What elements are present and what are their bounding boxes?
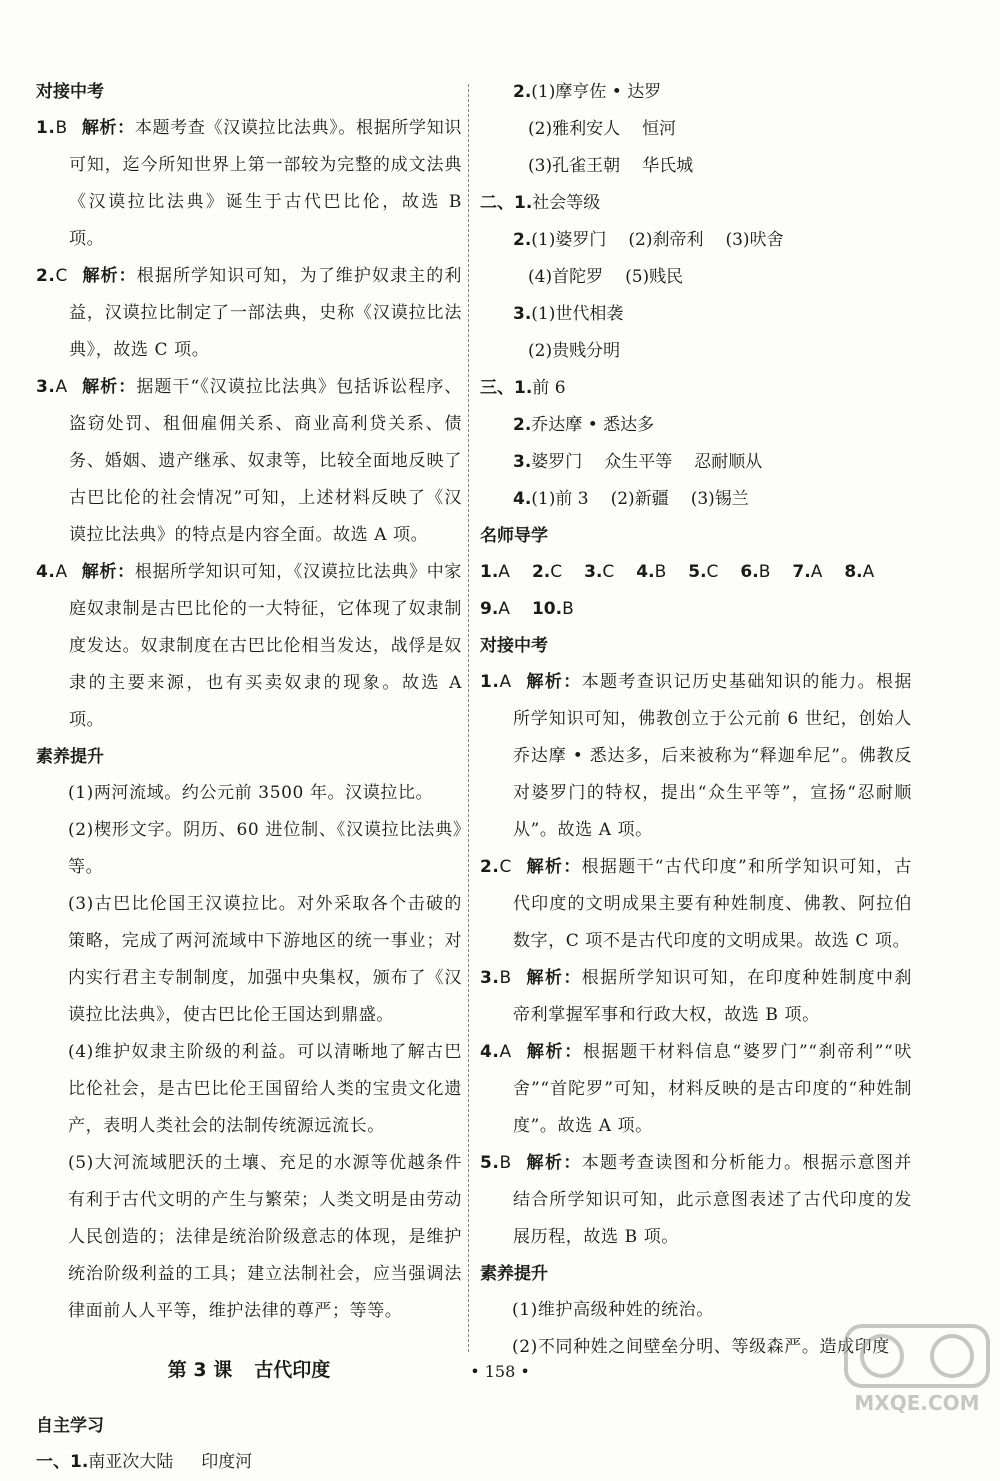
- answer-item: 1.A 解析：本题考查识记历史基础知识的能力。根据所学知识可知，佛教创立于公元前 6 世纪，创始人乔达摩 • 悉达多，后来被称为“释迦牟尼”。佛教反对婆罗门的特权，提出“众生平等”，宣扬“忍耐顺从”。故选 A 项。: [480, 672, 912, 840]
- answer-item: 5.B 解析：本题考查读图和分析能力。根据示意图并结合所学知识可知，此示意图表述了古代印度的发展历程，故选 B 项。: [480, 1153, 912, 1247]
- choice-answer-row: [480, 591, 912, 628]
- literacy-item: (2)楔形文字。阴历、60 进位制、《汉谟拉比法典》等。: [68, 820, 462, 877]
- column-divider: [468, 84, 469, 1352]
- answer-row: (3)孔雀王朝 华氏城: [528, 156, 694, 176]
- question-number: 7.: [792, 562, 811, 582]
- section-heading: 对接中考: [480, 636, 548, 656]
- question-number: 4.: [636, 562, 655, 582]
- literacy-item: (1)维护高级种姓的统治。: [512, 1300, 714, 1320]
- answer-row: 三、1.前 6: [480, 378, 566, 398]
- answer-item: 1.B 解析：本题考查《汉谟拉比法典》。根据所学知识可知，迄今所知世界上第一部较为完整的成文法典《汉谟拉比法典》诞生于古代巴比伦，故选 B 项。: [36, 118, 462, 249]
- watermark-logo: [842, 1322, 992, 1417]
- section-heading: 对接中考: [36, 82, 104, 102]
- section-heading: 素养提升: [36, 747, 104, 767]
- page-number: • 158 •: [470, 1362, 530, 1381]
- choice-answer: [480, 554, 510, 591]
- answer-item: 4.A 解析：根据题干材料信息“婆罗门”“刹帝利”“吠舍”“首陀罗”可知，材料反映的是古印度的“种姓制度”。故选 A 项。: [480, 1042, 912, 1136]
- choice-answer: [740, 554, 770, 591]
- answer-row: 3.婆罗门 众生平等 忍耐顺从: [513, 452, 763, 472]
- answer-row: 3.(1)世代相袭: [513, 304, 624, 324]
- section-heading: 素养提升: [480, 1264, 548, 1284]
- choice-answer: [584, 554, 614, 591]
- choice-answer-row: [480, 554, 912, 591]
- question-number: 10.: [531, 599, 563, 619]
- lesson-title: 第 3 课 古代印度: [167, 1359, 331, 1381]
- section-heading: 自主学习: [36, 1416, 104, 1436]
- answer-row: 4.(1)前 3 (2)新疆 (3)锡兰: [513, 489, 749, 509]
- choice-answer: [480, 591, 510, 628]
- answer-letter: B: [758, 562, 771, 582]
- answer-item: 3.A 解析：据题干“《汉谟拉比法典》包括诉讼程序、盗窃处罚、租佃雇佣关系、商业高利贷关系、债务、婚姻、遗产继承、奴隶等，比较全面地反映了古巴比伦的社会情况”可知，上述材料反映了《汉谟拉比法典》的特点是内容全面。故选 A 项。: [36, 377, 462, 545]
- answer-item: 4.A 解析：根据所学知识可知，《汉谟拉比法典》中家庭奴隶制是古巴比伦的一大特征，它体现了奴隶制度发达。奴隶制度在古巴比伦相当发达，战俘是奴隶的主要来源，也有买卖奴隶的现象。故选 A 项。: [36, 562, 462, 730]
- answer-letter: A: [862, 562, 875, 582]
- answer-letter: C: [706, 562, 719, 582]
- answer-row: (4)首陀罗 (5)贱民: [528, 267, 684, 287]
- question-number: 2.: [531, 562, 551, 582]
- literacy-item: (1)两河流域。约公元前 3500 年。汉谟拉比。: [68, 783, 434, 803]
- left-column: [36, 74, 462, 1481]
- answer-row: 2.(1)婆罗门 (2)刹帝利 (3)吠舍: [513, 230, 784, 250]
- right-column: [480, 74, 912, 1366]
- watermark-text: MXQE.COM: [854, 1391, 980, 1415]
- answer-row: 2.(1)摩亨佐 • 达罗: [513, 82, 662, 102]
- answer-letter: C: [602, 562, 615, 582]
- answer-row: 一、1.南亚次大陆 印度河: [36, 1452, 253, 1472]
- choice-answer: [688, 554, 718, 591]
- literacy-item: (5)大河流域肥沃的土壤、充足的水源等优越条件有利于古代文明的产生与繁荣；人类文明是由劳动人民创造的；法律是统治阶级意志的体现，是维护统治阶级利益的工具；建立法制社会，应当强调法律面前人人平等，维护法律的尊严；等等。: [68, 1153, 462, 1321]
- answer-item: 3.B 解析：根据所学知识可知，在印度种姓制度中刹帝利掌握军事和行政大权，故选 B 项。: [480, 968, 912, 1025]
- question-number: 5.: [688, 562, 707, 582]
- choice-answer: [532, 591, 574, 628]
- answer-letter: A: [498, 562, 510, 582]
- question-number: 8.: [844, 562, 863, 582]
- answer-item: 2.C 解析：根据题干“古代印度”和所学知识可知，古代印度的文明成果主要有种姓制度、佛教、阿拉伯数字，C 项不是古代印度的文明成果。故选 C 项。: [480, 857, 912, 951]
- choice-answer: [532, 554, 562, 591]
- question-number: 3.: [584, 562, 603, 582]
- literacy-item: (3)古巴比伦国王汉谟拉比。对外采取各个击破的策略，完成了两河流域中下游地区的统一事业；对内实行君主专制制度，加强中央集权，颁布了《汉谟拉比法典》，使古巴比伦王国达到鼎盛。: [68, 894, 462, 1025]
- answer-row: (2)贵贱分明: [528, 341, 621, 361]
- answer-row: 2.乔达摩 • 悉达多: [513, 415, 655, 435]
- literacy-item: (2)不同种姓之间壁垒分明、等级森严。造成印度: [512, 1337, 890, 1357]
- choice-answer: [636, 554, 666, 591]
- answer-letter: B: [562, 599, 574, 619]
- question-number: 1.: [480, 562, 499, 582]
- choice-answer: [792, 554, 822, 591]
- answer-row: 二、1.社会等级: [480, 193, 601, 213]
- answer-letter: A: [498, 599, 510, 619]
- answer-row: (2)雅利安人 恒河: [528, 119, 677, 139]
- answer-item: 2.C 解析：根据所学知识可知，为了维护奴隶主的利益，汉谟拉比制定了一部法典，史称《汉谟拉比法典》，故选 C 项。: [36, 266, 462, 360]
- answer-letter: B: [654, 562, 667, 582]
- answer-letter: C: [550, 562, 563, 582]
- answer-letter: A: [810, 562, 823, 582]
- question-number: 9.: [480, 599, 499, 619]
- choice-answer: [844, 554, 874, 591]
- section-heading: 名师导学: [480, 526, 548, 546]
- question-number: 6.: [740, 562, 759, 582]
- literacy-item: (4)维护奴隶主阶级的利益。可以清晰地了解古巴比伦社会，是古巴比伦王国留给人类的宝贵文化遗产，表明人类社会的法制传统源远流长。: [68, 1042, 462, 1136]
